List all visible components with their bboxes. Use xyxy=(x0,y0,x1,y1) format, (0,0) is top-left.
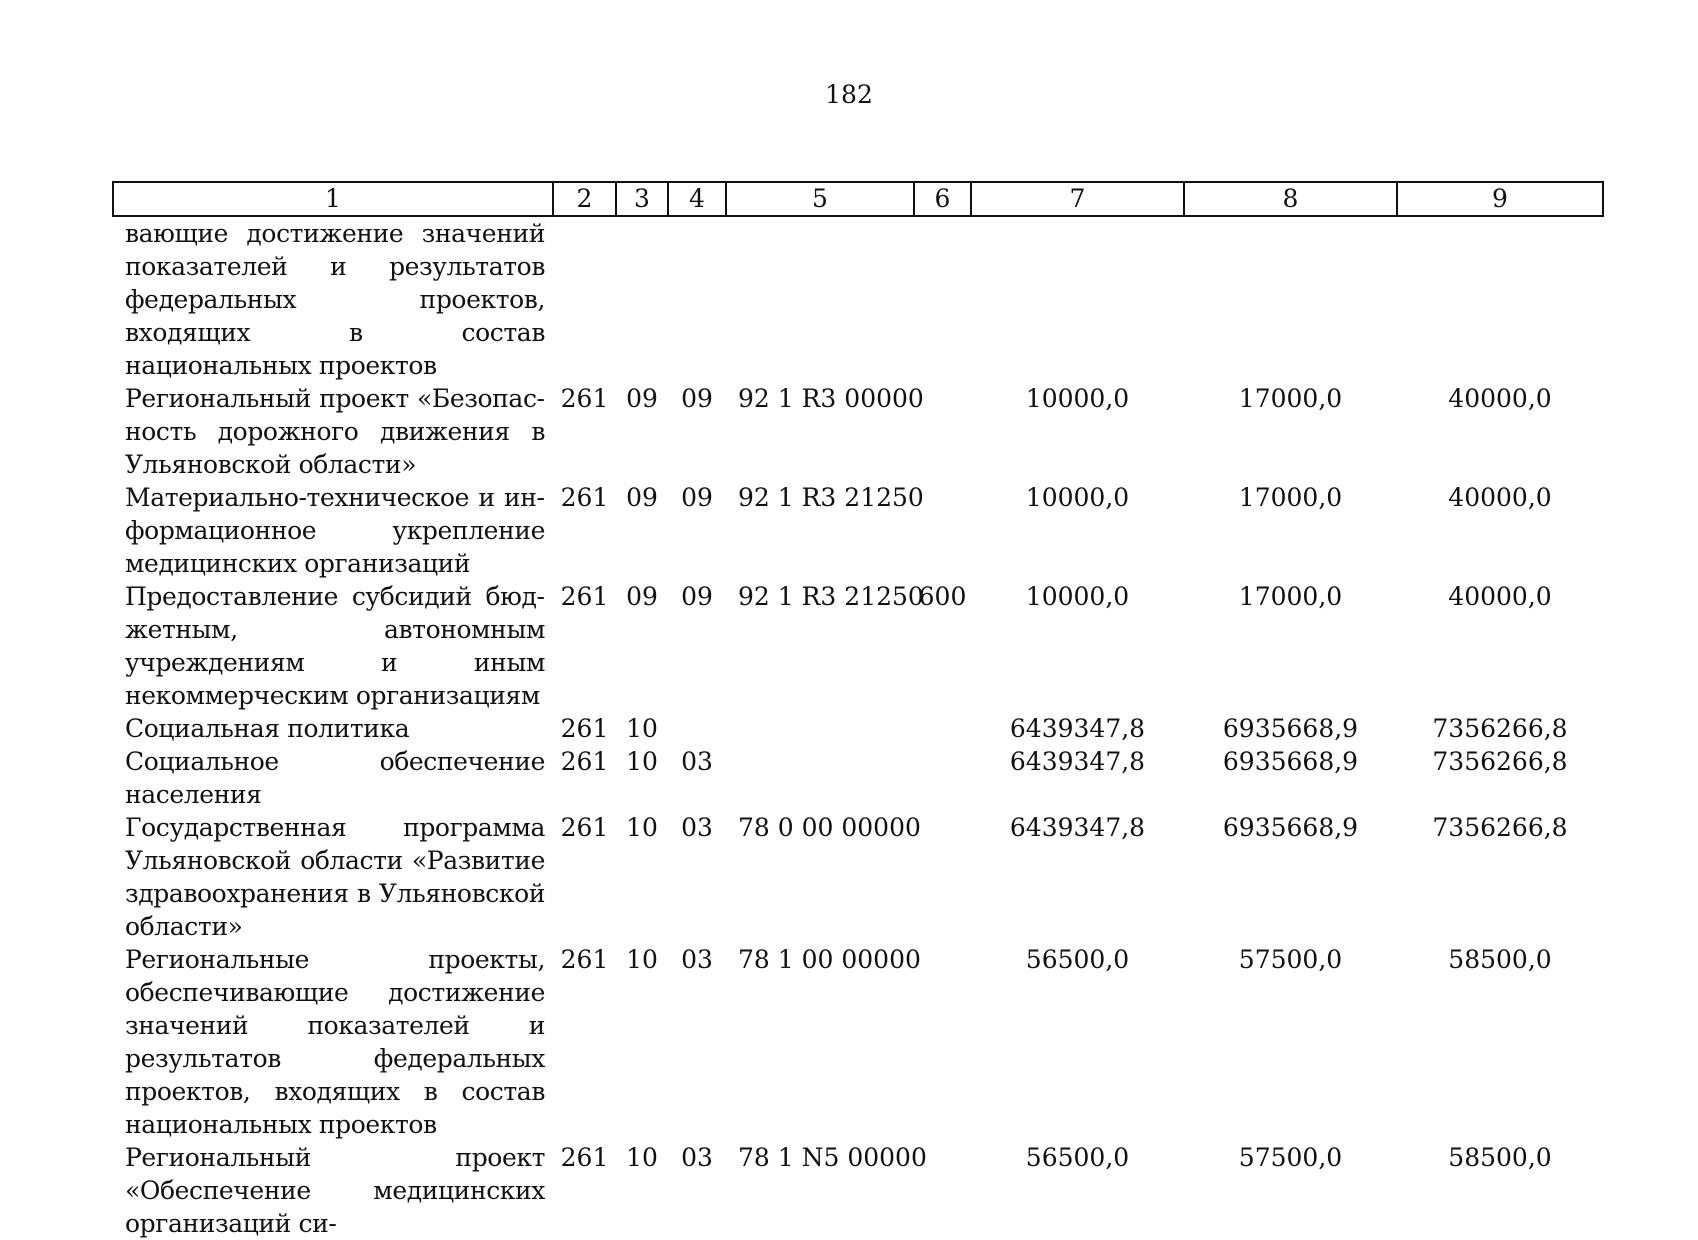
amount-cell: 40000,0 xyxy=(1448,384,1552,413)
target-article-cell: 92 1 R3 21250 xyxy=(738,483,924,512)
amount-cell: 6935668,9 xyxy=(1222,714,1359,743)
subsection-code-cell: 03 xyxy=(681,813,713,842)
amount-cell: 10000,0 xyxy=(1025,483,1130,512)
amount-cell: 58500,0 xyxy=(1448,945,1552,974)
amount-cell: 6439347,8 xyxy=(1009,813,1146,842)
row-name-cell: Социальное обеспечение населения xyxy=(125,747,545,809)
section-code-cell: 261 xyxy=(560,483,609,512)
header-cell: 8 xyxy=(1184,182,1397,216)
subsection-code-cell: 09 xyxy=(626,384,658,413)
amount-cell: 40000,0 xyxy=(1448,582,1552,611)
table-body xyxy=(113,216,1603,1240)
target-article-cell: 78 1 N5 00000 xyxy=(738,1143,927,1172)
subsection-code-cell: 10 xyxy=(626,747,658,776)
row-name-cell: Материально-техническое и информационное укрепление медицинских организаций xyxy=(125,483,545,578)
subsection-code-cell: 10 xyxy=(626,1143,658,1172)
section-code-cell: 261 xyxy=(560,747,609,776)
amount-cell: 58500,0 xyxy=(1448,1143,1552,1172)
subsection-code-cell xyxy=(668,216,726,382)
subsection-code-cell: 09 xyxy=(681,582,713,611)
amount-cell: 17000,0 xyxy=(1238,483,1343,512)
header-cell: 3 xyxy=(616,182,668,216)
target-article-cell: 78 0 00 00000 xyxy=(738,813,921,842)
expense-type-cell xyxy=(914,943,971,1141)
amount-cell: 10000,0 xyxy=(1025,384,1130,413)
target-article-cell xyxy=(726,745,914,811)
section-code-cell: 261 xyxy=(560,945,609,974)
header-cell: 5 xyxy=(726,182,914,216)
table-row xyxy=(113,811,1603,943)
subsection-code-cell: 09 xyxy=(626,483,658,512)
amount-cell: 6935668,9 xyxy=(1222,813,1359,842)
section-code-cell xyxy=(553,216,616,382)
table-row xyxy=(113,216,1603,382)
page-number: 182 xyxy=(825,80,873,109)
amount-cell: 17000,0 xyxy=(1238,582,1343,611)
subsection-code-cell: 03 xyxy=(681,945,713,974)
expense-type-cell xyxy=(914,216,971,382)
amount-cell: 57500,0 xyxy=(1238,945,1343,974)
expense-type-cell: 600 xyxy=(918,582,967,611)
subsection-code-cell: 10 xyxy=(626,813,658,842)
amount-cell: 17000,0 xyxy=(1238,384,1343,413)
subsection-code-cell: 09 xyxy=(681,483,713,512)
header-cell: 2 xyxy=(553,182,616,216)
amount-cell xyxy=(1397,216,1603,382)
subsection-code-cell: 09 xyxy=(626,582,658,611)
subsection-code-cell xyxy=(616,216,668,382)
row-name-cell: Предоставление субсидий бюджетным, автономным учреждениям и иным некоммерческим организациям xyxy=(125,582,545,710)
amount-cell: 7356266,8 xyxy=(1432,747,1568,776)
section-code-cell: 261 xyxy=(560,384,609,413)
target-article-cell: 92 1 R3 00000 xyxy=(738,384,924,413)
section-code-cell: 261 xyxy=(560,813,609,842)
subsection-code-cell: 03 xyxy=(681,1143,713,1172)
amount-cell: 6935668,9 xyxy=(1222,747,1359,776)
amount-cell: 56500,0 xyxy=(1025,1143,1130,1172)
section-code-cell: 261 xyxy=(560,1143,609,1172)
table-row xyxy=(113,745,1603,811)
table-row xyxy=(113,382,1603,481)
row-name-cell: Социальная политика xyxy=(125,714,410,743)
row-name-cell: Региональный проект «Обеспечение медицинских организаций си- xyxy=(125,1143,545,1238)
header-row xyxy=(113,182,1603,216)
expense-type-cell xyxy=(914,745,971,811)
section-code-cell: 261 xyxy=(560,582,609,611)
subsection-code-cell: 09 xyxy=(681,384,713,413)
target-article-cell xyxy=(726,712,914,745)
row-name-cell: Региональный проект «Безопасность дорожного движения в Ульяновской области» xyxy=(125,384,545,479)
amount-cell: 57500,0 xyxy=(1238,1143,1343,1172)
amount-cell: 7356266,8 xyxy=(1432,714,1568,743)
table-row xyxy=(113,1141,1603,1240)
amount-cell: 40000,0 xyxy=(1448,483,1552,512)
row-name-cell: Государственная программа Ульяновской области «Развитие здравоохранения в Ульяновской области» xyxy=(125,813,545,941)
header-cell: 7 xyxy=(971,182,1184,216)
table-row xyxy=(113,943,1603,1141)
amount-cell: 6439347,8 xyxy=(1009,747,1146,776)
budget-table xyxy=(112,181,1604,1240)
table-row xyxy=(113,712,1603,745)
expense-type-cell xyxy=(914,712,971,745)
target-article-cell: 92 1 R3 21250 xyxy=(738,582,924,611)
amount-cell: 56500,0 xyxy=(1025,945,1130,974)
expense-type-cell xyxy=(914,811,971,943)
subsection-code-cell: 10 xyxy=(626,714,658,743)
amount-cell: 6439347,8 xyxy=(1009,714,1146,743)
header-cell: 9 xyxy=(1397,182,1603,216)
subsection-code-cell: 03 xyxy=(681,747,713,776)
row-name-cell: вающие достижение значений показателей и результатов федеральных проектов, входящих в состав национальных проектов xyxy=(125,219,545,380)
subsection-code-cell: 10 xyxy=(626,945,658,974)
header-cell: 4 xyxy=(668,182,726,216)
header-cell: 1 xyxy=(113,182,553,216)
amount-cell: 10000,0 xyxy=(1025,582,1130,611)
table-row xyxy=(113,580,1603,712)
amount-cell xyxy=(971,216,1184,382)
row-name-cell: Региональные проекты, обеспечивающие достижение значений показателей и результатов федеральных проектов, входящих в состав национальных проектов xyxy=(125,945,545,1139)
target-article-cell xyxy=(726,216,914,382)
table-row xyxy=(113,481,1603,580)
subsection-code-cell xyxy=(668,712,726,745)
amount-cell xyxy=(1184,216,1397,382)
target-article-cell: 78 1 00 00000 xyxy=(738,945,921,974)
amount-cell: 7356266,8 xyxy=(1432,813,1568,842)
header-cell: 6 xyxy=(914,182,971,216)
section-code-cell: 261 xyxy=(560,714,609,743)
